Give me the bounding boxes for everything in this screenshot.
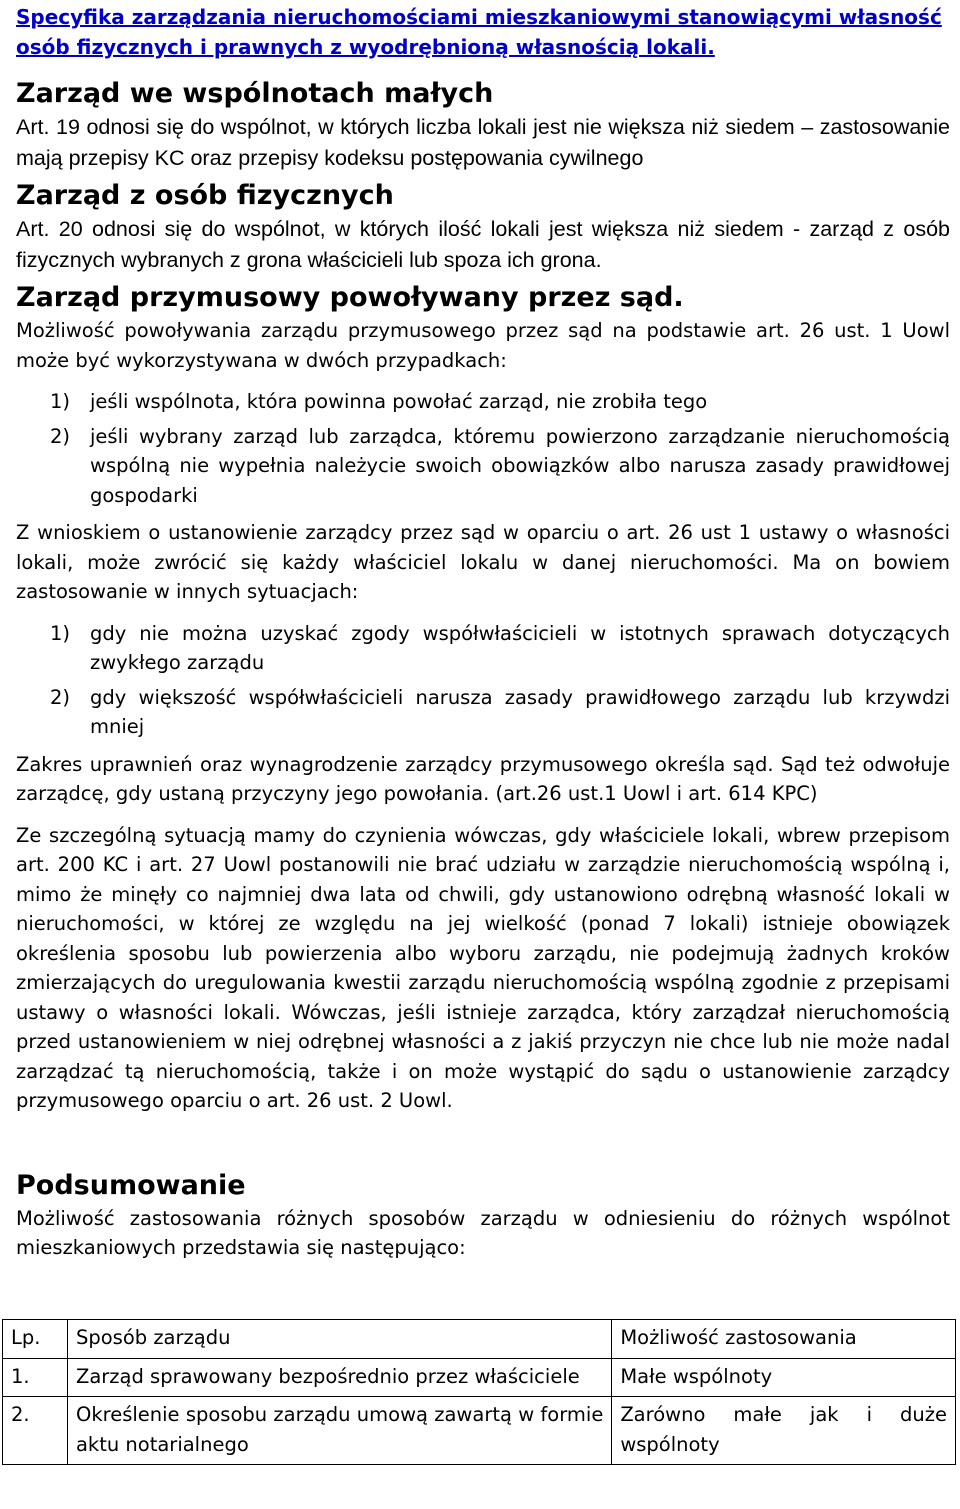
text-summary: Możliwość zastosowania różnych sposobów zarządu w odniesieniu do różnych wspólnot mieszkaniowych przedstawia się następująco:	[16, 1206, 950, 1259]
table-cell: 1.	[3, 1358, 68, 1397]
column-header-applicability: Możliwość zastosowania	[612, 1320, 956, 1359]
list-item	[16, 683, 950, 742]
list-item	[16, 422, 950, 511]
heading-natural-persons: Zarząd z osób fizycznych	[16, 180, 394, 211]
text-court-management-intro: Możliwość powoływania zarządu przymusowego przez sąd na podstawie art. 26 ust. 1 Uowl może być wykorzystywana w dwóch przypadkach:	[16, 319, 950, 372]
table-row	[3, 1358, 956, 1397]
table-row	[3, 1397, 956, 1465]
cases-list	[16, 387, 950, 510]
text-natural-persons: Art. 20 odnosi się do wspólnot, w których ilość lokali jest większa niż siedem - zarząd z osób fizycznych wybranych z grona właścicieli lub spoza ich grona.	[16, 217, 950, 272]
table-cell: Zarząd sprawowany bezpośrednio przez właściciele	[67, 1358, 611, 1397]
list-item	[16, 387, 950, 417]
list-item	[16, 619, 950, 678]
text-small-communities: Art. 19 odnosi się do wspólnot, w których liczba lokali jest nie większa niż siedem – zastosowanie mają przepisy KC oraz przepisy kodeksu postępowania cywilnego	[16, 115, 950, 170]
table-cell: 2.	[3, 1397, 68, 1465]
table-cell: Zarówno małe jak i duże wspólnoty	[612, 1397, 956, 1465]
list-item-text: gdy nie można uzyskać zgody współwłaścicieli w istotnych sprawach dotyczących zwykłego zarządu	[90, 621, 950, 674]
column-header-lp: Lp.	[3, 1320, 68, 1359]
list-item-number: 2)	[50, 685, 71, 709]
table-cell: Określenie sposobu zarządu umową zawartą w formie aktu notarialnego	[67, 1397, 611, 1465]
document-page	[16, 0, 950, 1263]
list-item-text: gdy większość współwłaścicieli narusza zasady prawidłowego zarządu lub krzywdzi mniej	[90, 685, 950, 738]
table-header-row	[3, 1320, 956, 1359]
heading-small-communities: Zarząd we wspólnotach małych	[16, 78, 494, 109]
situations-list	[16, 619, 950, 742]
list-item-text: jeśli wspólnota, która powinna powołać zarząd, nie zrobiła tego	[90, 390, 708, 413]
heading-summary: Podsumowanie	[16, 1169, 246, 1201]
heading-court-management: Zarząd przymusowy powoływany przez sąd.	[16, 282, 684, 313]
text-application: Z wnioskiem o ustanowienie zarządcy przez sąd w oparciu o art. 26 ust 1 ustawy o własności lokali, może zwrócić się każdy właściciel lokalu w danej nieruchomości. Ma on bowiem zastosowanie w innych sytuacjach:	[16, 521, 950, 603]
list-item-number: 2)	[50, 424, 71, 448]
text-special-situation: Ze szczególną sytuacją mamy do czynienia wówczas, gdy właściciele lokali, wbrew przepisom art. 200 KC i art. 27 Uowl postanowili nie brać udziału w zarządzie nieruchomością wspólną i, mimo że minęły co najmniej dwa lata od chwili, gdy ustanowiono odrębną własność lokali w nieruchomości, w której ze względu na jej wielkość (ponad 7 lokali) istnieje obowiązek określenia sposobu lub powierzenia albo wyboru zarządu, nie podejmują żadnych kroków zmierzających do uregulowania kwestii zarządu nieruchomością wspólną zgodnie z przepisami ustawy o własności lokali. Wówczas, jeśli istnieje zarządca, który zarządzał nieruchomością przed ustanowieniem w niej odrębnej własności a z jakiś przyczyn nie chce lub nie może nadal zarządzać tą nieruchomością, także i on może wystąpić do sądu o ustanowienie zarządcy przymusowego oparciu o art. 26 ust. 2 Uowl.	[16, 823, 950, 1112]
text-scope: Zakres uprawnień oraz wynagrodzenie zarządcy przymusowego określa sąd. Sąd też odwołuje zarządcę, gdy ustaną przyczyny jego powołania. (art.26 ust.1 Uowl i art. 614 KPC)	[16, 752, 950, 805]
list-item-number: 1)	[50, 390, 71, 413]
list-item-number: 1)	[50, 621, 71, 645]
list-item-text: jeśli wybrany zarząd lub zarządca, któremu powierzono zarządzanie nieruchomością wspólną nie wypełnia należycie swoich obowiązków albo narusza zasady prawidłowej gospodarki	[90, 424, 950, 507]
intro-title: Specyfika zarządzania nieruchomościami mieszkaniowymi stanowiącymi własność osób fizycznych i prawnych z wyodrębnioną własnością lokali.	[16, 5, 942, 59]
table-cell: Małe wspólnoty	[612, 1358, 956, 1397]
column-header-method: Sposób zarządu	[67, 1320, 611, 1359]
summary-table	[2, 1319, 956, 1465]
